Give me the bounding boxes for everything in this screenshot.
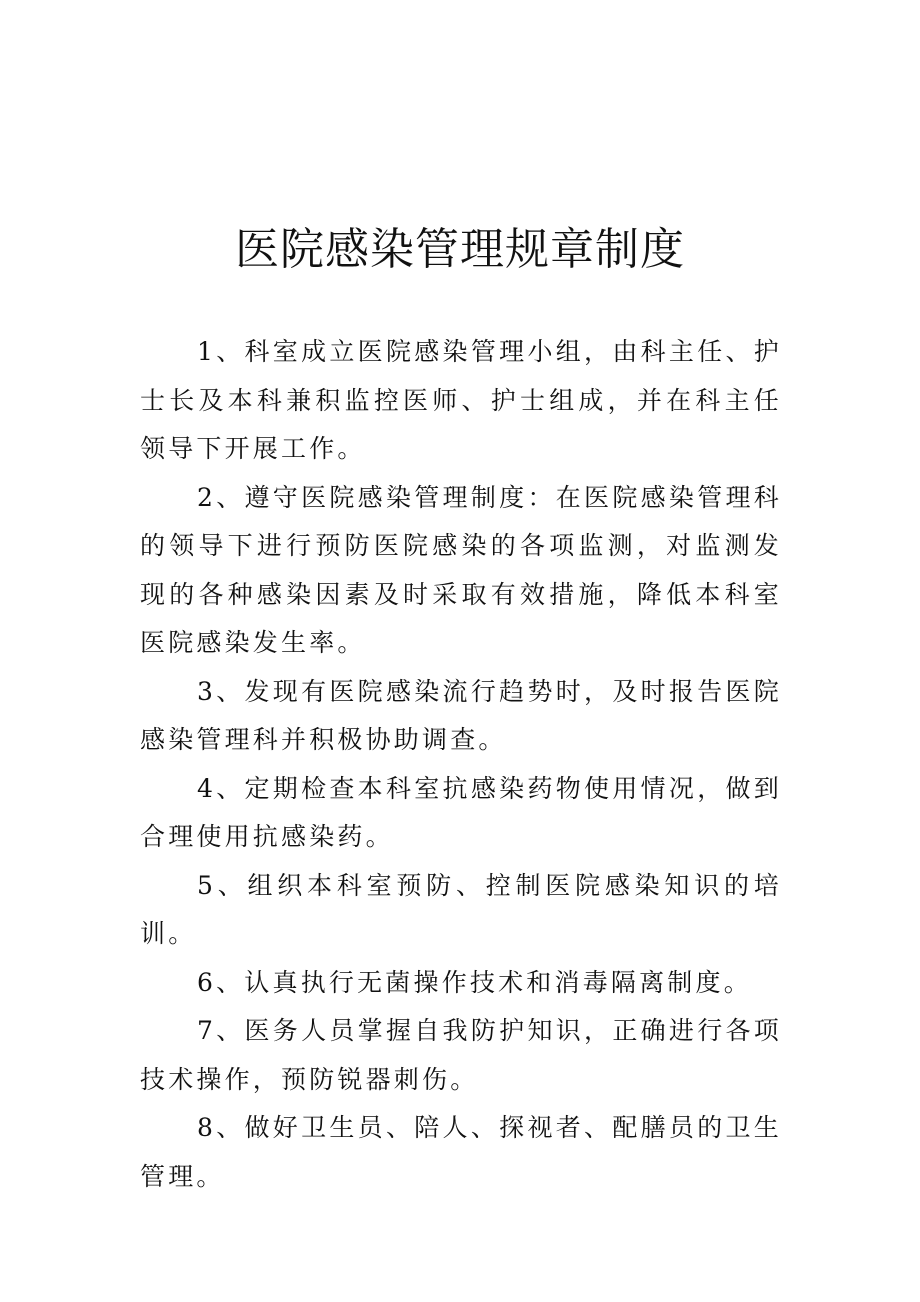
- paragraph-8: 8、做好卫生员、陪人、探视者、配膳员的卫生管理。: [140, 1113, 782, 1191]
- paragraph-4: 4、定期检查本科室抗感染药物使用情况，做到合理使用抗感染药。: [140, 773, 782, 851]
- paragraph-3: 3、发现有医院感染流行趋势时，及时报告医院感染管理科并积极协助调查。: [140, 676, 782, 754]
- paragraph-2: 2、遵守医院感染管理制度：在医院感染管理科的领导下进行预防医院感染的各项监测，对监测发现的各种感染因素及时采取有效措施，降低本科室医院感染发生率。: [140, 482, 782, 657]
- paragraph-5: 5、组织本科室预防、控制医院感染知识的培训。: [140, 870, 782, 948]
- paragraph-6: 6、认真执行无菌操作技术和消毒隔离制度。: [197, 967, 752, 997]
- paragraph-7: 7、医务人员掌握自我防护知识，正确进行各项技术操作，预防锐器刺伤。: [140, 1016, 782, 1094]
- document-body: [140, 328, 782, 1201]
- paragraph-1: 1、科室成立医院感染管理小组，由科主任、护士长及本科兼积监控医师、护士组成，并在科主任领导下开展工作。: [140, 337, 782, 463]
- document-title: 医院感染管理规章制度: [235, 224, 685, 275]
